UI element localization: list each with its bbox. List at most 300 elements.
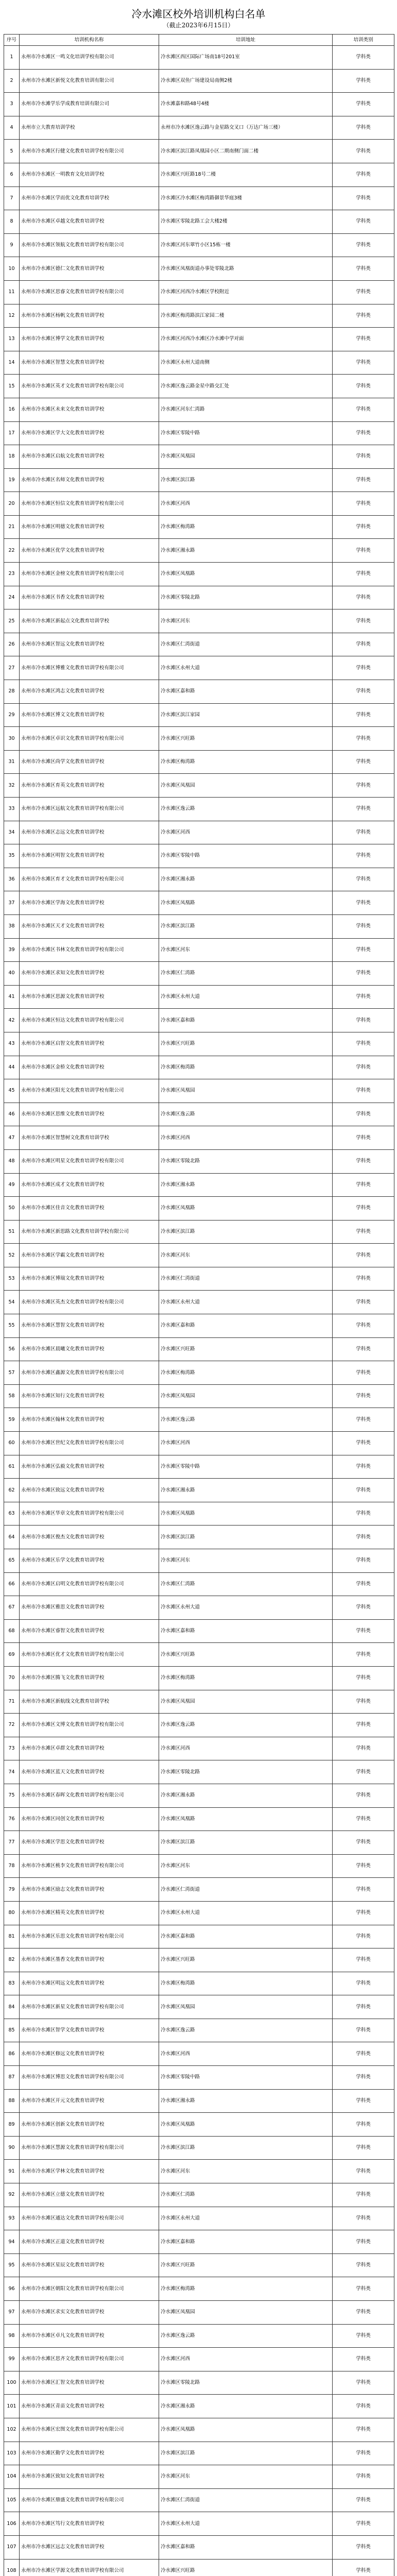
org-name: 永州市冷水滩区笃行文化教育培训学校	[20, 2512, 159, 2536]
org-category: 学科类	[333, 1479, 394, 1502]
table-row	[4, 1972, 394, 1995]
row-index: 8	[4, 210, 20, 234]
org-address: 冷水滩区河东	[159, 2160, 333, 2183]
org-category: 学科类	[333, 1526, 394, 1549]
table-row	[4, 515, 394, 539]
org-address: 冷水滩区零陵北路工会大楼2楼	[159, 210, 333, 234]
row-index: 98	[4, 2324, 20, 2348]
row-index: 26	[4, 633, 20, 656]
org-category: 学科类	[333, 351, 394, 375]
org-name: 永州市冷水滩区晨曦文化教育培训学校	[20, 1337, 159, 1361]
table-row	[4, 1361, 394, 1385]
row-index: 49	[4, 1173, 20, 1197]
table-row	[4, 1455, 394, 1479]
org-category: 学科类	[333, 1549, 394, 1573]
org-name: 永州市冷水滩区世纪文化教育培训学校有限公司	[20, 1432, 159, 1455]
table-row	[4, 2418, 394, 2442]
org-address: 冷水滩区凤凰园	[159, 1690, 333, 1714]
row-index: 71	[4, 1690, 20, 1714]
org-address: 冷水滩区嘉和路	[159, 1925, 333, 1948]
org-address: 冷水滩区湘永路	[159, 539, 333, 563]
org-address: 冷水滩区永州大道	[159, 985, 333, 1009]
org-category: 学科类	[333, 1643, 394, 1667]
org-address: 冷水滩区湘永路	[159, 2395, 333, 2418]
org-name: 永州市冷水滩区文博文化教育培训学校有限公司	[20, 1714, 159, 1737]
org-name: 永州市冷水滩区智学文化教育培训学校	[20, 2019, 159, 2042]
org-category: 学科类	[333, 2488, 394, 2512]
table-row	[4, 2113, 394, 2137]
org-category: 学科类	[333, 2277, 394, 2301]
row-index: 73	[4, 1737, 20, 1760]
org-address: 冷水滩区仁湾路	[159, 1572, 333, 1596]
row-index: 100	[4, 2371, 20, 2395]
org-category: 学科类	[333, 2136, 394, 2160]
table-row	[4, 1032, 394, 1056]
row-index: 29	[4, 703, 20, 727]
org-address: 冷水滩区零陵北路	[159, 2371, 333, 2395]
row-index: 44	[4, 1056, 20, 1079]
table-row	[4, 868, 394, 891]
page-title: 冷水滩区校外培训机构白名单	[131, 8, 266, 20]
row-index: 45	[4, 1079, 20, 1103]
table-row	[4, 2301, 394, 2325]
org-category: 学科类	[333, 1337, 394, 1361]
row-index: 103	[4, 2442, 20, 2465]
row-index: 64	[4, 1526, 20, 1549]
org-address: 冷水滩区兴旺路	[159, 727, 333, 751]
table-header-row	[4, 35, 394, 46]
org-category: 学科类	[333, 2442, 394, 2465]
org-name: 永州市冷水滩区育英文化教育培训学校	[20, 774, 159, 798]
org-category: 学科类	[333, 304, 394, 328]
org-name: 永州市冷水滩区领航文化教育培训学校有限公司	[20, 233, 159, 257]
org-address: 冷水滩区零陵北路	[159, 1760, 333, 1784]
row-index: 36	[4, 868, 20, 891]
org-category: 学科类	[333, 1267, 394, 1291]
org-name: 永州市冷水滩区博瑞文化教育培训学校	[20, 1267, 159, 1291]
row-index: 78	[4, 1854, 20, 1878]
row-index: 30	[4, 727, 20, 751]
org-name: 永州市冷水滩区博学文化教育培训学校	[20, 328, 159, 351]
org-address: 冷水滩区滨江路	[159, 2442, 333, 2465]
row-index: 75	[4, 1784, 20, 1807]
table-row	[4, 1103, 394, 1126]
org-name: 永州市冷水滩区学林文化教育培训学校	[20, 2160, 159, 2183]
row-index: 59	[4, 1408, 20, 1432]
header-address: 培训地址	[159, 35, 333, 46]
table-row	[4, 1056, 394, 1079]
org-name: 永州市冷水滩区春晖文化教育培训学校有限公司	[20, 1784, 159, 1807]
org-category: 学科类	[333, 2301, 394, 2325]
org-name: 永州市冷水滩区思维文化教育培训学校	[20, 1103, 159, 1126]
org-name: 永州市冷水滩区学霸文化教育培训学校	[20, 1244, 159, 1267]
org-name: 永州市冷水滩区英才文化教育培训学校有限公司	[20, 375, 159, 398]
org-name: 永州市冷水滩区明远文化教育培训学校	[20, 1972, 159, 1995]
table-row	[4, 609, 394, 633]
org-address: 冷水滩区河东	[159, 1854, 333, 1878]
row-index: 93	[4, 2207, 20, 2230]
org-name: 永州市冷水滩区星辰文化教育培训学校	[20, 2253, 159, 2277]
org-name: 永州市冷水滩区正道文化教育培训学校	[20, 2230, 159, 2254]
org-category: 学科类	[333, 468, 394, 492]
row-index: 106	[4, 2512, 20, 2536]
org-address: 冷水滩区凤凰园	[159, 774, 333, 798]
org-category: 学科类	[333, 539, 394, 563]
org-address: 冷水滩区凤凰路	[159, 2113, 333, 2137]
table-row	[4, 656, 394, 680]
org-name: 永州市冷水滩区腾飞文化教育培训学校	[20, 1666, 159, 1690]
org-name: 永州市冷水滩区天才文化教育培训学校	[20, 914, 159, 938]
row-index: 46	[4, 1103, 20, 1126]
org-category: 学科类	[333, 2230, 394, 2254]
org-address: 冷水滩区永州大道	[159, 1901, 333, 1925]
row-index: 41	[4, 985, 20, 1009]
org-name: 永州市冷水滩区优学文化教育培训学校	[20, 539, 159, 563]
row-index: 82	[4, 1948, 20, 1972]
table-row	[4, 492, 394, 516]
org-address: 冷水滩区凤凰路	[159, 1807, 333, 1831]
org-address: 冷水滩区仁湾街道	[159, 1878, 333, 1902]
org-address: 冷水滩区凤凰园	[159, 2301, 333, 2325]
row-index: 7	[4, 187, 20, 210]
table-row	[4, 233, 394, 257]
org-name: 永州市冷水滩区远航文化教育培训学校有限公司	[20, 798, 159, 821]
table-row	[4, 1126, 394, 1150]
row-index: 28	[4, 680, 20, 704]
table-row	[4, 2042, 394, 2066]
table-row	[4, 1878, 394, 1902]
org-address: 冷水滩区永州大道	[159, 656, 333, 680]
header-category: 培训类别	[333, 35, 394, 46]
table-row	[4, 1314, 394, 1338]
table-row	[4, 421, 394, 445]
org-category: 学科类	[333, 1714, 394, 1737]
table-row	[4, 633, 394, 656]
org-category: 学科类	[333, 2160, 394, 2183]
org-category: 学科类	[333, 1220, 394, 1244]
row-index: 32	[4, 774, 20, 798]
table-row	[4, 2089, 394, 2113]
row-index: 81	[4, 1925, 20, 1948]
org-category: 学科类	[333, 2089, 394, 2113]
org-address: 冷水滩区逸云路金星中路交汇处	[159, 375, 333, 398]
table-row	[4, 1619, 394, 1643]
org-address: 冷水滩区西区国际广场南18号201室	[159, 46, 333, 70]
table-row	[4, 2535, 394, 2559]
table-row	[4, 468, 394, 492]
org-name: 永州市冷水滩区新思路文化教育培训学校有限公司	[20, 1220, 159, 1244]
org-category: 学科类	[333, 2535, 394, 2559]
row-index: 76	[4, 1807, 20, 1831]
table-row	[4, 304, 394, 328]
org-address: 冷水滩区梅湾路	[159, 1056, 333, 1079]
org-category: 学科类	[333, 2395, 394, 2418]
org-name: 永州市冷水滩区华章文化教育培训学校有限公司	[20, 1502, 159, 1526]
org-category: 学科类	[333, 938, 394, 962]
table-row	[4, 774, 394, 798]
table-row	[4, 46, 394, 70]
org-name: 永州市冷水滩区杨帆文化教育培训学校	[20, 304, 159, 328]
row-index: 19	[4, 468, 20, 492]
table-row	[4, 2019, 394, 2042]
org-category: 学科类	[333, 2418, 394, 2442]
table-row	[4, 1337, 394, 1361]
org-category: 学科类	[333, 891, 394, 915]
page-subtitle: （截止2023年6月15日）	[163, 22, 234, 29]
org-name: 永州市冷水滩区远志文化教育培训学校	[20, 2535, 159, 2559]
org-address: 冷水滩区逸云路	[159, 1103, 333, 1126]
table-row	[4, 1901, 394, 1925]
row-index: 4	[4, 116, 20, 140]
org-address: 冷水滩区河西	[159, 1126, 333, 1150]
row-index: 84	[4, 1995, 20, 2019]
row-index: 9	[4, 233, 20, 257]
org-address: 冷水滩区仁湾路	[159, 2183, 333, 2207]
org-category: 学科类	[333, 1432, 394, 1455]
org-name: 永州市冷水滩区新起点文化教育培训学校	[20, 609, 159, 633]
table-row	[4, 1925, 394, 1948]
org-address: 冷水滩区凤凰路	[159, 891, 333, 915]
row-index: 57	[4, 1361, 20, 1385]
table-row	[4, 1149, 394, 1173]
org-name: 永州市冷水滩区弘毅文化教育培训学校	[20, 1455, 159, 1479]
org-name: 永州市冷水滩区明智文化教育培训学校	[20, 844, 159, 868]
row-index: 56	[4, 1337, 20, 1361]
row-index: 62	[4, 1479, 20, 1502]
org-category: 学科类	[333, 328, 394, 351]
org-address: 冷水滩区梅湾路滨江家园二楼	[159, 304, 333, 328]
row-index: 22	[4, 539, 20, 563]
org-address: 冷水滩区凤凰园	[159, 1995, 333, 2019]
org-name: 永州市冷水滩区宏图文化教育培训学校有限公司	[20, 2418, 159, 2442]
row-index: 90	[4, 2136, 20, 2160]
table-row	[4, 727, 394, 751]
row-index: 6	[4, 163, 20, 187]
row-index: 2	[4, 69, 20, 93]
table-row	[4, 375, 394, 398]
row-index: 60	[4, 1432, 20, 1455]
table-row	[4, 563, 394, 586]
row-index: 95	[4, 2253, 20, 2277]
org-name: 永州市冷水滩区卓越文化教育培训学校	[20, 210, 159, 234]
org-name: 永州市冷水滩区卓识文化教育培训学校有限公司	[20, 727, 159, 751]
org-address: 冷水滩区嘉和路	[159, 1009, 333, 1032]
org-name: 永州市冷水滩区朝阳文化教育培训学校有限公司	[20, 2277, 159, 2301]
org-category: 学科类	[333, 1948, 394, 1972]
org-name: 永州市冷水滩区雅思文化教育培训学校	[20, 1596, 159, 1620]
org-category: 学科类	[333, 445, 394, 469]
table-row	[4, 1267, 394, 1291]
org-name: 永州市冷水滩区博雅文化教育培训学校有限公司	[20, 656, 159, 680]
org-category: 学科类	[333, 2183, 394, 2207]
table-row	[4, 2395, 394, 2418]
org-name: 永州市冷水滩区启明文化教育培训学校有限公司	[20, 1572, 159, 1596]
org-name: 永州市冷水滩区书香文化教育培训学校	[20, 586, 159, 609]
row-index: 38	[4, 914, 20, 938]
row-index: 107	[4, 2535, 20, 2559]
org-category: 学科类	[333, 821, 394, 844]
row-index: 105	[4, 2488, 20, 2512]
row-index: 47	[4, 1126, 20, 1150]
org-category: 学科类	[333, 750, 394, 774]
org-category: 学科类	[333, 1009, 394, 1032]
table-row	[4, 2371, 394, 2395]
table-row	[4, 1854, 394, 1878]
row-index: 13	[4, 328, 20, 351]
table-row	[4, 2442, 394, 2465]
org-category: 学科类	[333, 1737, 394, 1760]
org-name: 永州市冷水滩区蓝天文化教育培训学校	[20, 1760, 159, 1784]
org-category: 学科类	[333, 69, 394, 93]
row-index: 43	[4, 1032, 20, 1056]
org-name: 永州市冷水滩区乐学文化教育培训学校	[20, 1549, 159, 1573]
org-name: 永州市冷水滩区卓凡文化教育培训学校	[20, 2324, 159, 2348]
row-index: 33	[4, 798, 20, 821]
org-name: 永州市冷水滩区金榜文化教育培训学校有限公司	[20, 563, 159, 586]
header-name: 培训机构名称	[20, 35, 159, 46]
org-category: 学科类	[333, 914, 394, 938]
row-index: 96	[4, 2277, 20, 2301]
table-row	[4, 210, 394, 234]
row-index: 1	[4, 46, 20, 70]
row-index: 14	[4, 351, 20, 375]
org-address: 冷水滩区兴旺路	[159, 2253, 333, 2277]
table-row	[4, 1526, 394, 1549]
org-address: 冷水滩区湘永路	[159, 868, 333, 891]
org-address: 冷水滩区凤凰路	[159, 563, 333, 586]
org-category: 学科类	[333, 2559, 394, 2576]
org-address: 冷水滩区凤凰街道办事处零陵北路	[159, 257, 333, 281]
org-name: 永州市冷水滩区立德文化教育培训学校	[20, 2183, 159, 2207]
org-category: 学科类	[333, 140, 394, 163]
row-index: 87	[4, 2066, 20, 2090]
row-index: 86	[4, 2042, 20, 2066]
org-address: 冷水滩区滨江路凤凰园小区二期南侧门面二楼	[159, 140, 333, 163]
table-row	[4, 1995, 394, 2019]
org-category: 学科类	[333, 680, 394, 704]
row-index: 5	[4, 140, 20, 163]
row-index: 54	[4, 1291, 20, 1314]
org-name: 永州市冷水滩学乐学成教育培训有限公司	[20, 93, 159, 116]
table-row	[4, 93, 394, 116]
table-row	[4, 1737, 394, 1760]
org-name: 永州市冷水滩区博思文化教育培训学校有限公司	[20, 2066, 159, 2090]
org-category: 学科类	[333, 1760, 394, 1784]
table-row	[4, 328, 394, 351]
table-row	[4, 2488, 394, 2512]
row-index: 108	[4, 2559, 20, 2576]
org-name: 永州市冷水滩区明德文化教育培训学校	[20, 515, 159, 539]
org-name: 永州市冷水滩区睿智文化教育培训学校	[20, 1619, 159, 1643]
table-row	[4, 140, 394, 163]
org-category: 学科类	[333, 1032, 394, 1056]
table-row	[4, 1714, 394, 1737]
table-row	[4, 2559, 394, 2576]
row-index: 61	[4, 1455, 20, 1479]
org-category: 学科类	[333, 187, 394, 210]
org-address: 冷水滩区仁湾街道	[159, 633, 333, 656]
org-category: 学科类	[333, 633, 394, 656]
table-row	[4, 1173, 394, 1197]
org-name: 永州市冷水滩区慧源文化教育培训学校有限公司	[20, 2136, 159, 2160]
org-name: 永州市冷水滩区知行文化教育培训学校	[20, 1384, 159, 1408]
org-category: 学科类	[333, 1384, 394, 1408]
row-index: 58	[4, 1384, 20, 1408]
table-row	[4, 1831, 394, 1855]
org-address: 冷水滩区零陵中路	[159, 1455, 333, 1479]
org-address: 冷水滩区双鱼广场建设局南侧2楼	[159, 69, 333, 93]
org-name: 永州市冷水滩区求知文化教育培训学校	[20, 962, 159, 986]
org-name: 永州市冷水滩区学大文化教育培训学校	[20, 421, 159, 445]
org-category: 学科类	[333, 985, 394, 1009]
row-index: 20	[4, 492, 20, 516]
row-index: 63	[4, 1502, 20, 1526]
org-address: 冷水滩区仁湾街道	[159, 1267, 333, 1291]
org-category: 学科类	[333, 1878, 394, 1902]
org-category: 学科类	[333, 1149, 394, 1173]
org-name: 永州市冷水滩区青苗文化教育培训学校	[20, 2395, 159, 2418]
org-category: 学科类	[333, 210, 394, 234]
org-name: 永州市冷水滩区智慧文化教育培训学校	[20, 351, 159, 375]
table-row	[4, 1666, 394, 1690]
row-index: 79	[4, 1878, 20, 1902]
org-address: 冷水滩区湘永路	[159, 1784, 333, 1807]
org-name: 永州市冷水滩区学思文化教育培训学校	[20, 1831, 159, 1855]
row-index: 91	[4, 2160, 20, 2183]
table-row	[4, 1009, 394, 1032]
row-index: 11	[4, 280, 20, 304]
org-name: 永州市冷水滩区同创文化教育培训学校	[20, 1807, 159, 1831]
table-row	[4, 750, 394, 774]
org-category: 学科类	[333, 1619, 394, 1643]
org-name: 永州市冷水滩区学而优文化教育培训学校	[20, 187, 159, 210]
org-name: 永州市冷水滩区启航文化教育培训学校	[20, 445, 159, 469]
org-address: 冷水滩区河西	[159, 2348, 333, 2371]
table-row	[4, 1220, 394, 1244]
org-address: 冷水滩区河东仁湾路	[159, 398, 333, 421]
org-address: 冷水滩区兴旺路	[159, 1337, 333, 1361]
org-address: 冷水滩区嘉和路	[159, 680, 333, 704]
org-category: 学科类	[333, 515, 394, 539]
row-index: 97	[4, 2301, 20, 2325]
row-index: 69	[4, 1643, 20, 1667]
row-index: 15	[4, 375, 20, 398]
org-address: 冷水滩区永州大道	[159, 1596, 333, 1620]
org-category: 学科类	[333, 1666, 394, 1690]
org-address: 冷水滩区滨江路	[159, 914, 333, 938]
org-address: 冷水滩区滨江路	[159, 468, 333, 492]
row-index: 68	[4, 1619, 20, 1643]
header-index: 序号	[4, 35, 20, 46]
org-address: 冷水滩区零陵北路	[159, 1149, 333, 1173]
row-index: 37	[4, 891, 20, 915]
org-category: 学科类	[333, 844, 394, 868]
org-name: 永州市冷水滩区恒信文化教育培训学校有限公司	[20, 492, 159, 516]
org-address: 冷水滩区河西	[159, 492, 333, 516]
org-name: 永州市冷水滩区恒达文化教育培训学校有限公司	[20, 1009, 159, 1032]
table-row	[4, 962, 394, 986]
table-body	[4, 46, 394, 2576]
org-address: 冷水滩区兴旺路	[159, 2559, 333, 2576]
org-address: 冷水滩区河东	[159, 1549, 333, 1573]
row-index: 40	[4, 962, 20, 986]
org-address: 冷水滩区河东翠竹小区15栋一楼	[159, 233, 333, 257]
row-index: 83	[4, 1972, 20, 1995]
org-category: 学科类	[333, 1784, 394, 1807]
row-index: 24	[4, 586, 20, 609]
org-name: 永州市冷水滩区翰林文化教育培训学校	[20, 1408, 159, 1432]
org-address: 冷水滩区滨江路	[159, 1831, 333, 1855]
